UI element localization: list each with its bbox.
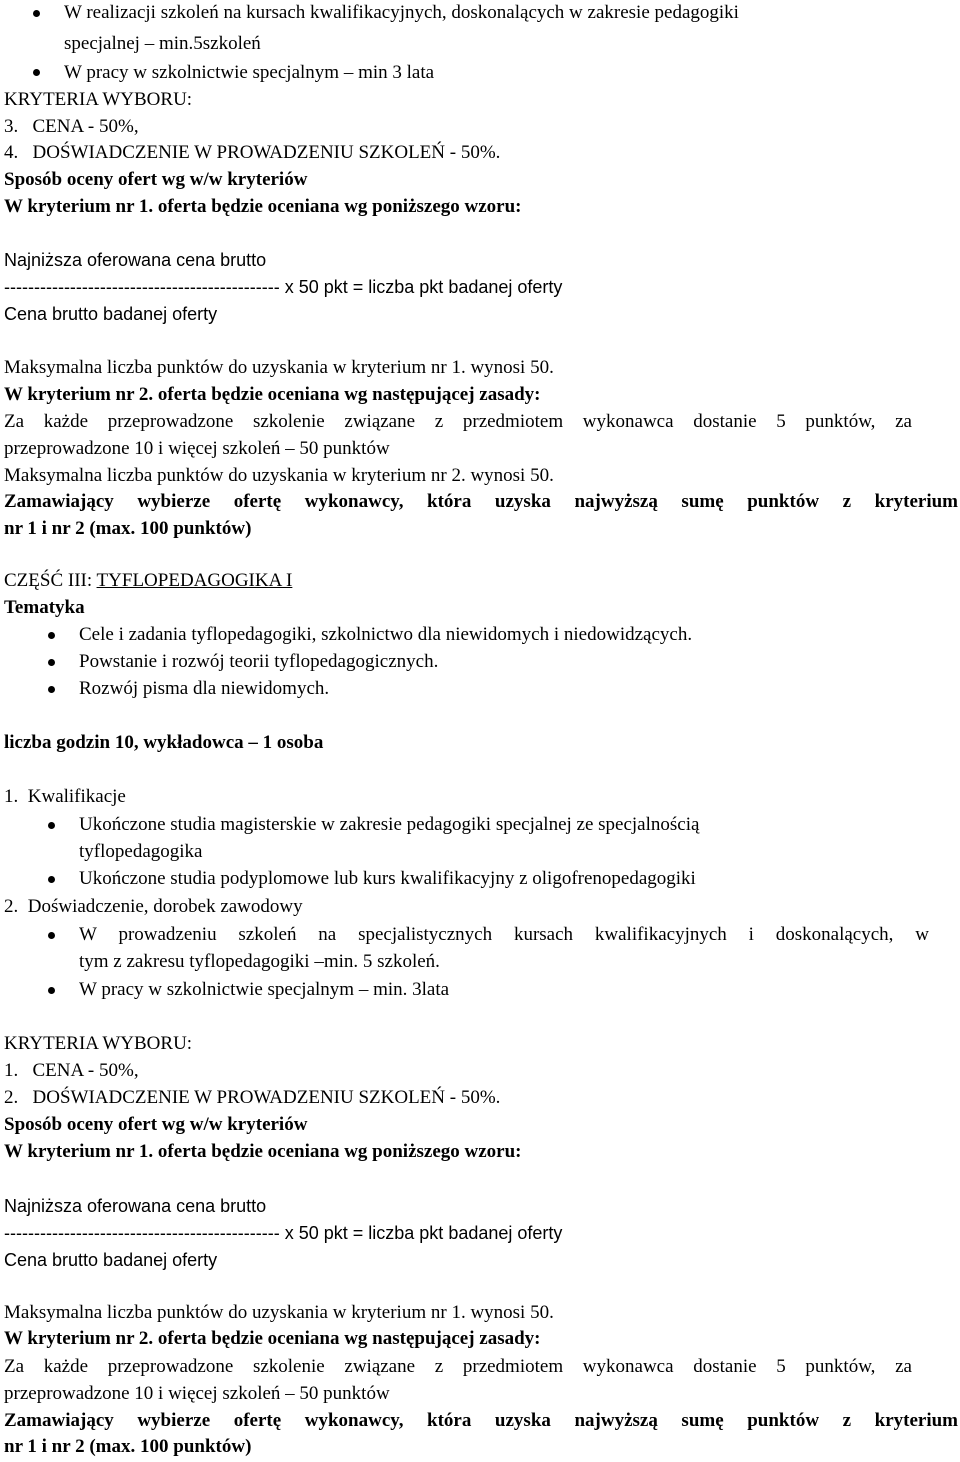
- final-decision: Zamawiający wybierze ofertę wykonawcy, która uzyska najwyższą sumę punktów z kryterium: [4, 1410, 958, 1431]
- formula-denominator: Cena brutto badanej oferty: [4, 304, 218, 324]
- criteria-item: 4. DOŚWIADCZENIE W PROWADZENIU SZKOLEŃ - 50%.: [4, 142, 501, 163]
- experience-item-continuation: tym z zakresu tyflopedagogiki –min. 5 szkoleń.: [79, 951, 440, 972]
- topics-header: Tematyka: [4, 597, 85, 618]
- final-decision: Zamawiający wybierze ofertę wykonawcy, która uzyska najwyższą sumę punktów z kryterium: [4, 491, 958, 512]
- criterion-2-rule-continuation: przeprowadzone 10 i więcej szkoleń – 50 punktów: [4, 1383, 390, 1404]
- section-title-name: TYFLOPEDAGOGIKA I: [96, 570, 293, 591]
- topic-item: Cele i zadania tyflopedagogiki, szkolnictwo dla niewidomych i niedowidzących.: [79, 624, 693, 645]
- criteria-header: KRYTERIA WYBORU:: [4, 1033, 193, 1054]
- criterion-2-heading: W kryterium nr 2. oferta będzie oceniana wg następującej zasady:: [4, 1328, 541, 1349]
- bullet-icon: [48, 932, 55, 939]
- topic-item: Powstanie i rozwój teorii tyflopedagogicznych.: [79, 651, 439, 672]
- list-item: W pracy w szkolnictwie specjalnym – min 3 lata: [64, 62, 435, 83]
- bullet-icon: [48, 987, 55, 994]
- formula-numerator: Najniższa oferowana cena brutto: [4, 250, 267, 270]
- formula-line: ---------------------------------------------- x 50 pkt = liczba pkt badanej oferty: [4, 277, 563, 297]
- qualification-item-continuation: tyflopedagogika: [79, 841, 203, 862]
- bullet-icon: [48, 632, 55, 639]
- criteria-item: 1. CENA - 50%,: [4, 1060, 139, 1081]
- criteria-item: 2. DOŚWIADCZENIE W PROWADZENIU SZKOLEŃ - 50%.: [4, 1087, 501, 1108]
- list-item: W realizacji szkoleń na kursach kwalifikacyjnych, doskonalących w zakresie pedagogiki: [64, 2, 739, 23]
- criterion-2-rule-continuation: przeprowadzone 10 i więcej szkoleń – 50 punktów: [4, 438, 390, 459]
- experience-header: 2. Doświadczenie, dorobek zawodowy: [4, 896, 303, 917]
- bullet-icon: [48, 686, 55, 693]
- criterion-2-rule: Za każde przeprowadzone szkolenie związane z przedmiotem wykonawca dostanie 5 punktów, za: [4, 411, 912, 432]
- evaluation-method: Sposób oceny ofert wg w/w kryteriów: [4, 169, 308, 190]
- criteria-item: 3. CENA - 50%,: [4, 116, 139, 137]
- criterion-1-max: Maksymalna liczba punktów do uzyskania w kryterium nr 1. wynosi 50.: [4, 1302, 554, 1323]
- list-item-continuation: specjalnej – min.5szkoleń: [64, 33, 261, 54]
- section-title: [4, 568, 292, 594]
- criteria-header: KRYTERIA WYBORU:: [4, 89, 193, 110]
- criterion-1-heading: W kryterium nr 1. oferta będzie oceniana wg poniższego wzoru:: [4, 1141, 522, 1162]
- topic-item: Rozwój pisma dla niewidomych.: [79, 678, 330, 699]
- final-decision-continuation: nr 1 i nr 2 (max. 100 punktów): [4, 1436, 252, 1457]
- criterion-1-heading: W kryterium nr 1. oferta będzie oceniana wg poniższego wzoru:: [4, 196, 522, 217]
- hours-info: liczba godzin 10, wykładowca – 1 osoba: [4, 732, 324, 753]
- bullet-icon: [48, 659, 55, 666]
- criterion-1-max: Maksymalna liczba punktów do uzyskania w kryterium nr 1. wynosi 50.: [4, 357, 554, 378]
- bullet-icon: [48, 822, 55, 829]
- bullet-icon: [33, 69, 40, 76]
- qualifications-header: 1. Kwalifikacje: [4, 786, 126, 807]
- final-decision-continuation: nr 1 i nr 2 (max. 100 punktów): [4, 518, 252, 539]
- qualification-item: Ukończone studia podyplomowe lub kurs kwalifikacyjny z oligofrenopedagogiki: [79, 868, 696, 889]
- criterion-2-max: Maksymalna liczba punktów do uzyskania w kryterium nr 2. wynosi 50.: [4, 465, 554, 486]
- bullet-icon: [33, 10, 40, 17]
- experience-item: W pracy w szkolnictwie specjalnym – min. 3lata: [79, 979, 450, 1000]
- formula-numerator: Najniższa oferowana cena brutto: [4, 1196, 267, 1216]
- qualification-item: Ukończone studia magisterskie w zakresie pedagogiki specjalnej ze specjalnością: [79, 814, 700, 835]
- criterion-2-heading: W kryterium nr 2. oferta będzie oceniana wg następującej zasady:: [4, 384, 541, 405]
- criterion-2-rule: Za każde przeprowadzone szkolenie związane z przedmiotem wykonawca dostanie 5 punktów, za: [4, 1356, 912, 1377]
- formula-line: ---------------------------------------------- x 50 pkt = liczba pkt badanej oferty: [4, 1223, 563, 1243]
- section-title-prefix: CZĘŚĆ III:: [4, 570, 97, 591]
- experience-item: W prowadzeniu szkoleń na specjalistycznych kursach kwalifikacyjnych i doskonalących, w: [79, 924, 929, 945]
- bullet-icon: [48, 876, 55, 883]
- evaluation-method: Sposób oceny ofert wg w/w kryteriów: [4, 1114, 308, 1135]
- formula-denominator: Cena brutto badanej oferty: [4, 1250, 218, 1270]
